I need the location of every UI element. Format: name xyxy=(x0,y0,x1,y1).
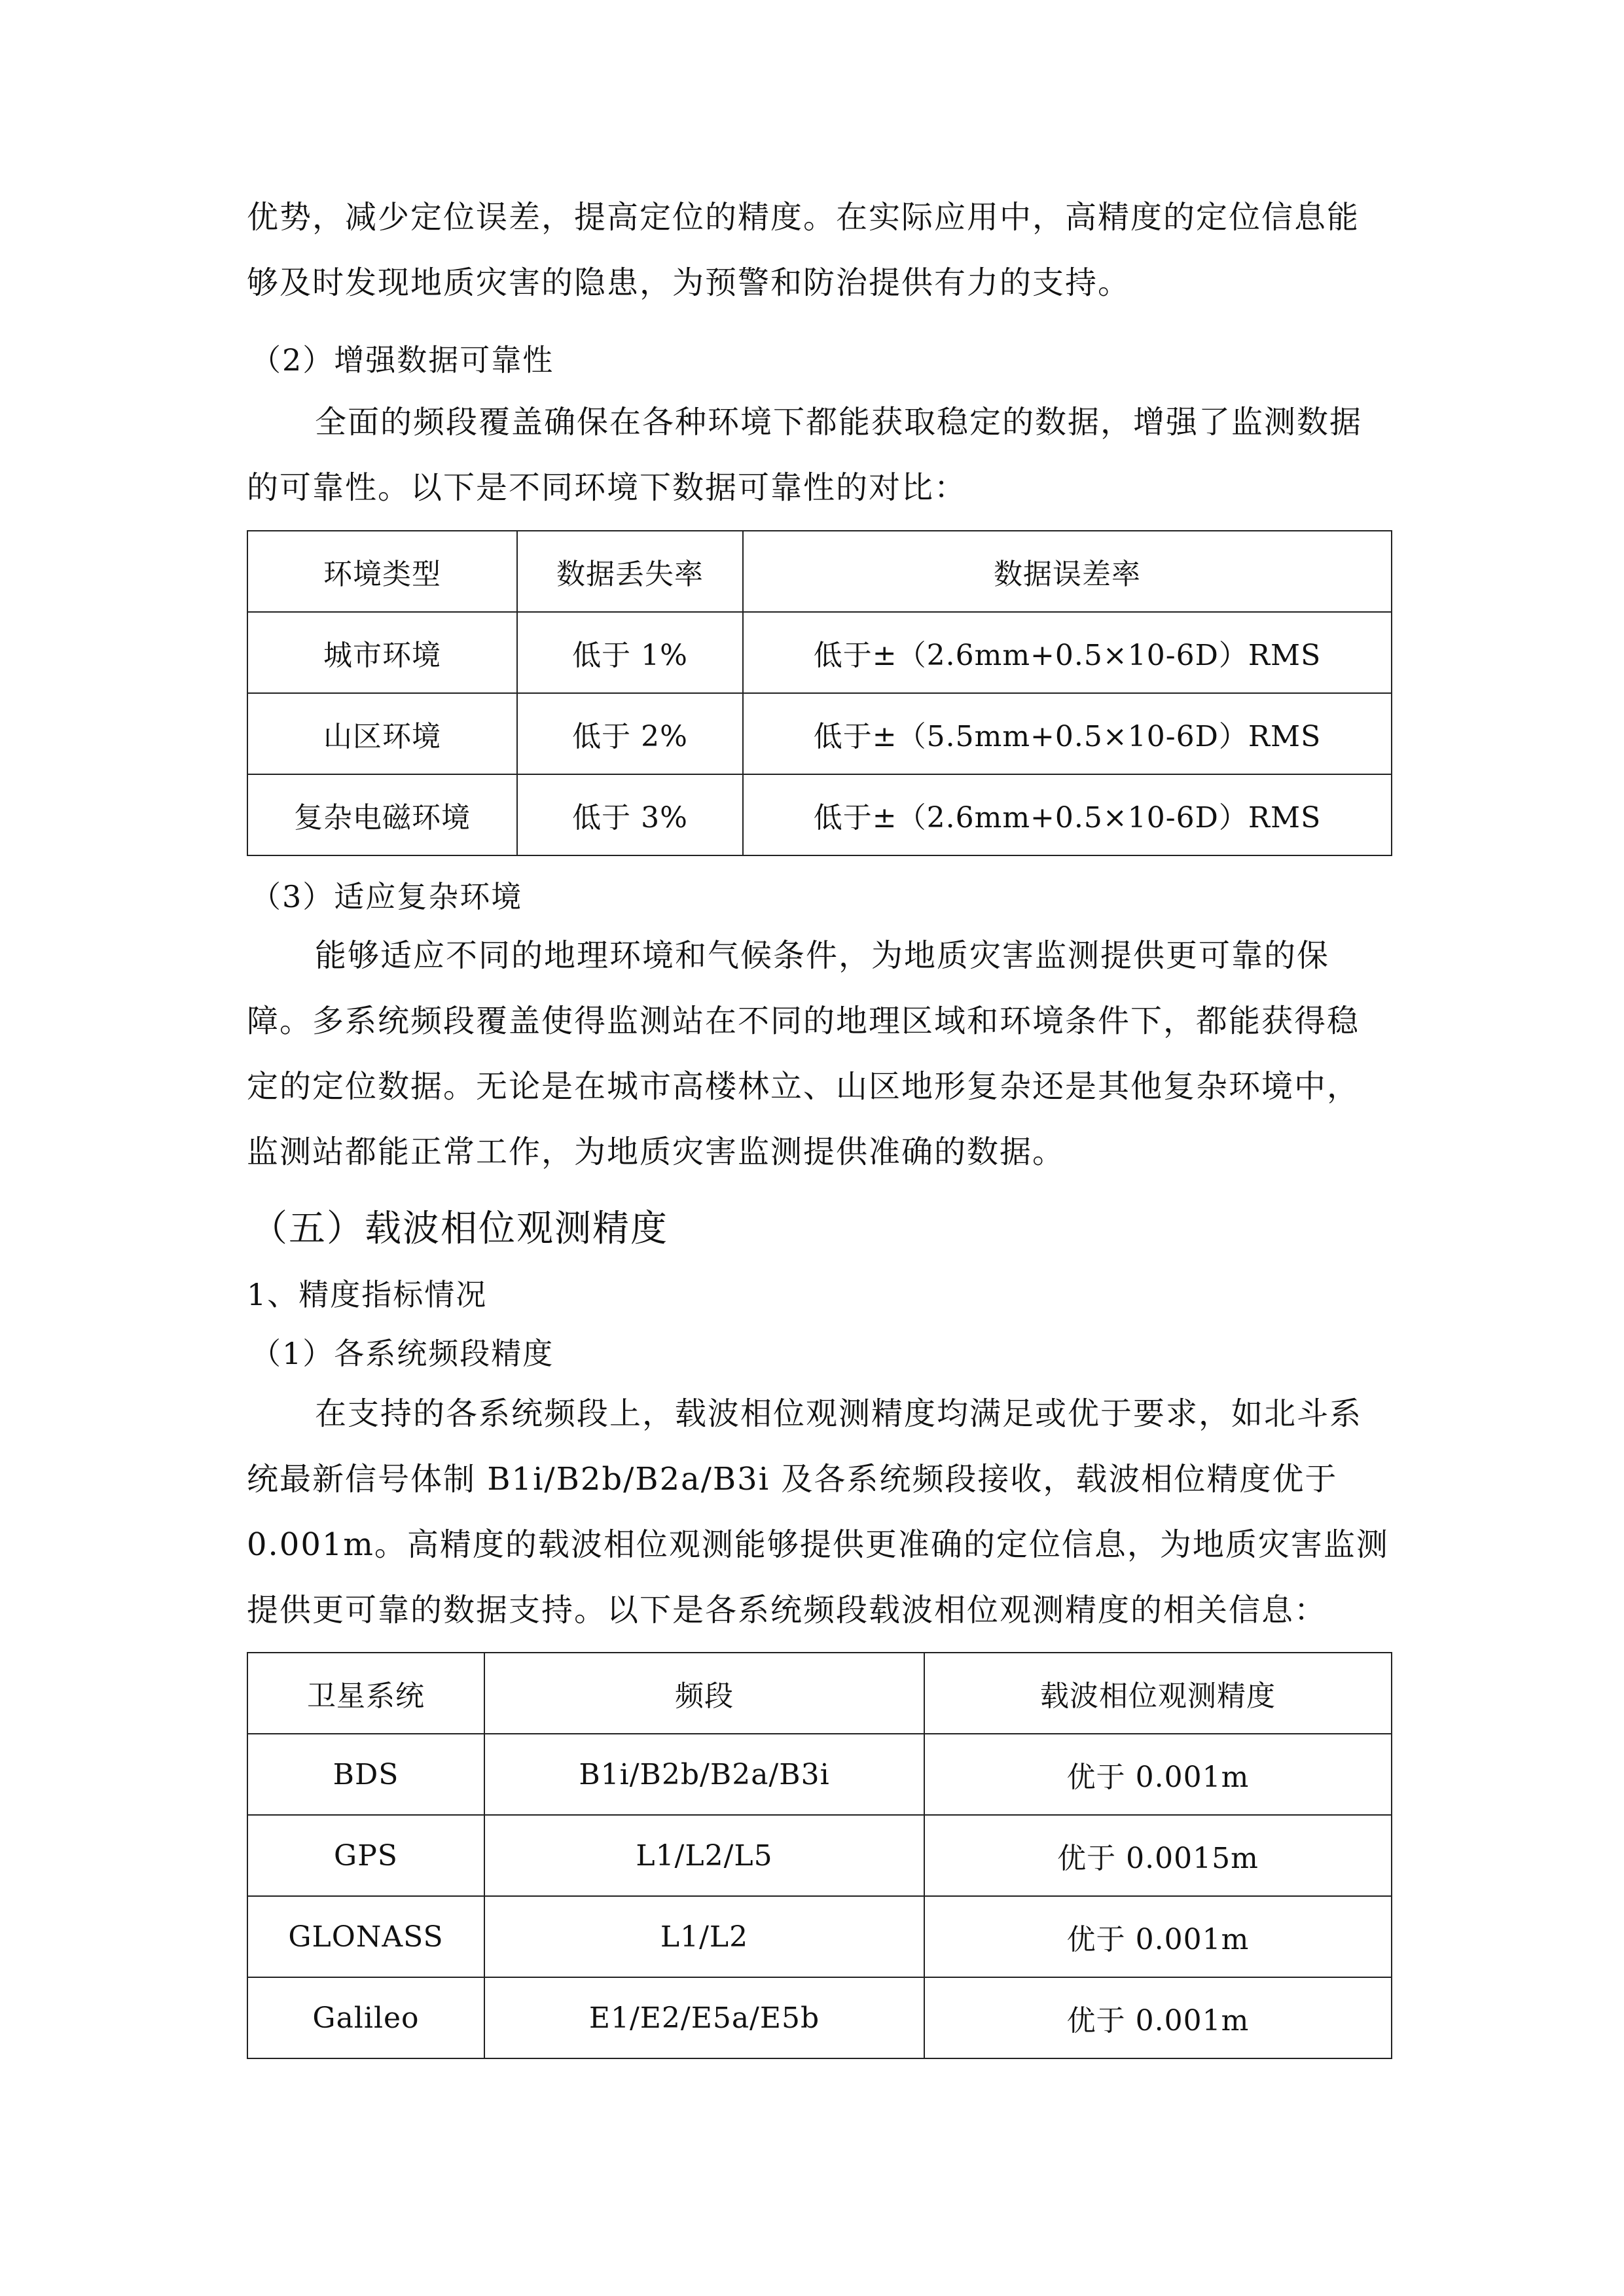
table-cell: 山区环境 xyxy=(247,693,517,774)
table-cell: 低于±（5.5mm+0.5×10-6D）RMS xyxy=(743,693,1392,774)
table-cell: GPS xyxy=(247,1815,484,1896)
table-cell: B1i/B2b/B2a/B3i xyxy=(484,1734,924,1815)
table-cell: Galileo xyxy=(247,1977,484,2058)
paragraph-text: 能够适应不同的地理环境和气候条件，为地质灾害监测提供更可靠的保障。多系统频段覆盖使得监测站在不同的地理区域和环境条件下，都能获得稳定的定位数据。无论是在城市高楼林立、山区地形复杂还是其他复杂环境中，监测站都能正常工作，为地质灾害监测提供准确的数据。 xyxy=(247,937,1360,1170)
heading-indicator xyxy=(247,1275,1391,1314)
paragraph-text: 在支持的各系统频段上，载波相位观测精度均满足或优于要求，如北斗系统最新信号体制 B1i/B2b/B2a/B3i 及各系统频段接收，载波相位精度优于 0.001m。高精度的载波相位观测能够提供更准确的定位信息，为地质灾害监测提供更可靠的数据支持。以下是各系统频段载波相位观测精度的相关信息： xyxy=(247,1395,1389,1628)
table-row xyxy=(247,1815,1392,1896)
table-cell: 城市环境 xyxy=(247,612,517,693)
paragraph-reliability xyxy=(247,389,1391,520)
subheading-band-precision xyxy=(247,1334,1391,1373)
reliability-table xyxy=(247,530,1392,856)
subheading-text: （2）增强数据可靠性 xyxy=(251,342,554,378)
table-row xyxy=(247,612,1392,693)
table-cell: 复杂电磁环境 xyxy=(247,774,517,855)
table-header-cell: 数据丢失率 xyxy=(517,531,743,612)
precision-table xyxy=(247,1652,1392,2059)
subheading-text: （1）各系统频段精度 xyxy=(251,1336,554,1371)
subheading-text: （3）适应复杂环境 xyxy=(251,879,523,914)
section-title: （五）载波相位观测精度 xyxy=(251,1208,668,1250)
table-cell: 低于±（2.6mm+0.5×10-6D）RMS xyxy=(743,774,1392,855)
table-row xyxy=(247,1977,1392,2058)
table-cell: 低于 3% xyxy=(517,774,743,855)
table-cell: BDS xyxy=(247,1734,484,1815)
table-cell: 优于 0.001m xyxy=(924,1977,1392,2058)
paragraph-precision xyxy=(247,1381,1391,1643)
table-cell: 优于 0.0015m xyxy=(924,1815,1392,1896)
paragraph-text: 全面的频段覆盖确保在各种环境下都能获取稳定的数据，增强了监测数据的可靠性。以下是不同环境下数据可靠性的对比： xyxy=(247,404,1363,506)
table-header-cell: 频段 xyxy=(484,1653,924,1734)
table-header-cell: 载波相位观测精度 xyxy=(924,1653,1392,1734)
table-header-cell: 环境类型 xyxy=(247,531,517,612)
table-cell: L1/L2 xyxy=(484,1896,924,1977)
paragraph-text: 优势，减少定位误差，提高定位的精度。在实际应用中，高精度的定位信息能够及时发现地质灾害的隐患，为预警和防治提供有力的支持。 xyxy=(247,199,1360,301)
paragraph-adapt xyxy=(247,923,1391,1185)
subheading-reliability xyxy=(247,340,1391,380)
table-cell: GLONASS xyxy=(247,1896,484,1977)
table-cell: E1/E2/E5a/E5b xyxy=(484,1977,924,2058)
heading-text: 1、精度指标情况 xyxy=(247,1277,488,1312)
paragraph-advantage xyxy=(247,185,1391,315)
table-header-cell: 卫星系统 xyxy=(247,1653,484,1734)
subheading-adapt xyxy=(247,877,1391,916)
table-cell: 优于 0.001m xyxy=(924,1896,1392,1977)
table-header-row xyxy=(247,1653,1392,1734)
table-cell: 低于 1% xyxy=(517,612,743,693)
table-cell: 低于±（2.6mm+0.5×10-6D）RMS xyxy=(743,612,1392,693)
table-cell: 低于 2% xyxy=(517,693,743,774)
table-header-row xyxy=(247,531,1392,612)
table-header-cell: 数据误差率 xyxy=(743,531,1392,612)
table-cell: 优于 0.001m xyxy=(924,1734,1392,1815)
table-row xyxy=(247,1896,1392,1977)
section-heading xyxy=(247,1203,1391,1255)
table-row xyxy=(247,1734,1392,1815)
table-row xyxy=(247,693,1392,774)
table-row xyxy=(247,774,1392,855)
table-cell: L1/L2/L5 xyxy=(484,1815,924,1896)
